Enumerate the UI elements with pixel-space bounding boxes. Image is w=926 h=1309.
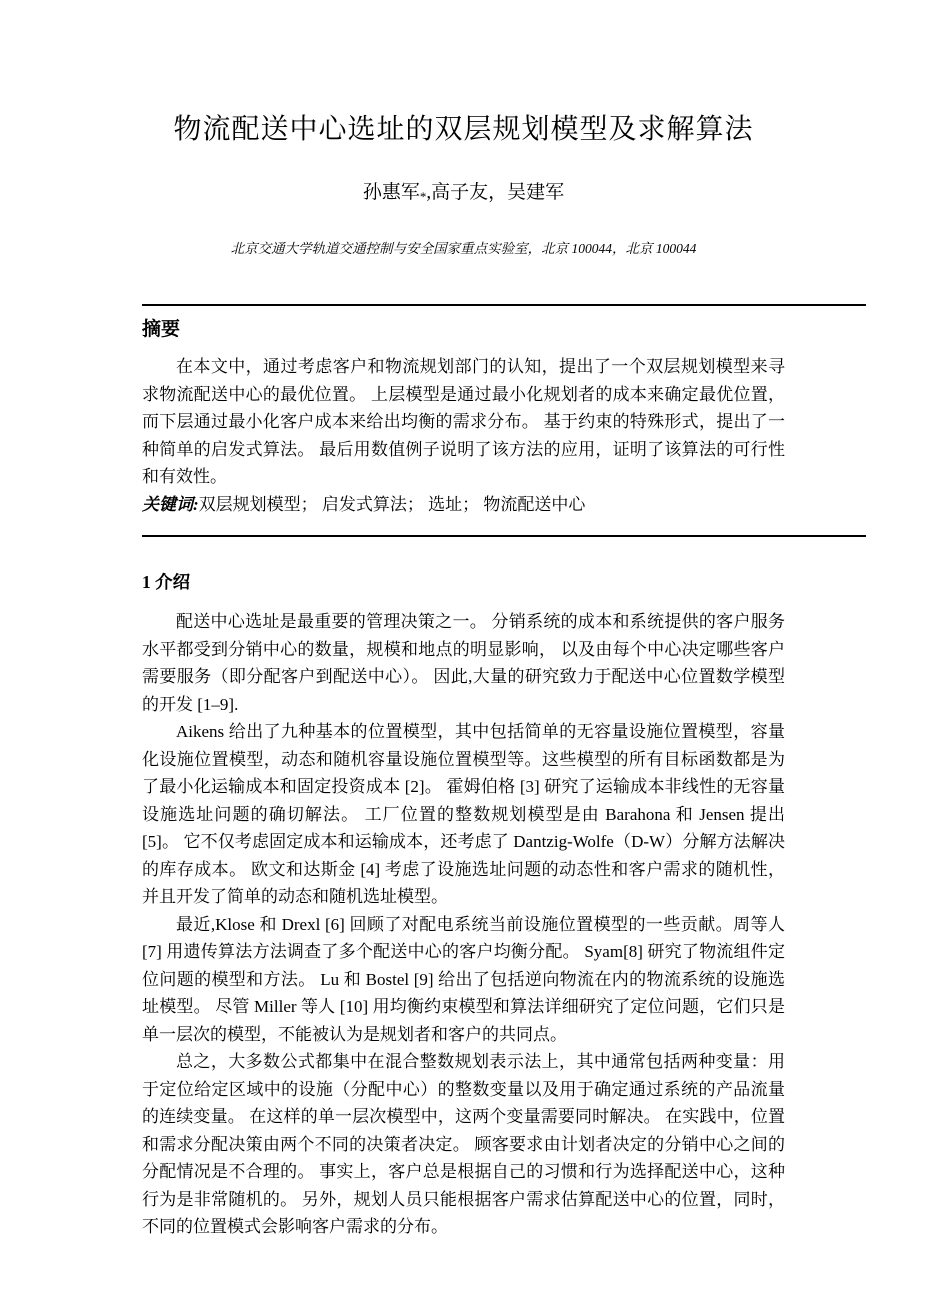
abstract-bottom-rule [142,535,866,537]
author-lead-name: 孙惠军 [362,182,420,203]
keywords-label: 关键词: [142,494,199,514]
abstract-paragraph: 在本文中，通过考虑客户和物流规划部门的认知，提出了一个双层规划模型来寻求物流配送中心的最优位置。 上层模型是通过最小化规划者的成本来确定最优位置，而下层通过最小化客户成本来给出均衡的需求分布。 基于约束的特殊形式，提出了一种简单的启发式算法。 最后用数值例子说明了该方法的应用，证明了该算法的可行性和有效性。 [142,357,785,486]
authors-line [142,180,785,210]
intro-paragraph-2: Aikens 给出了九种基本的位置模型，其中包括简单的无容量设施位置模型，容量化设施位置模型，动态和随机容量设施位置模型等。这些模型的所有目标函数都是为了最小化运输成本和固定投资成本 [2]。 霍姆伯格 [3] 研究了运输成本非线性的无容量设施选址问题的确切解法。 工厂位置的整数规划模型是由 Barahona 和 Jensen 提出 [5]。 它不仅考虑固定成本和运输成本，还考虑了 Dantzig-Wolfe（D-W）分解方法解决的库存成本。 欧文和达斯金 [4] 考虑了设施选址问题的动态性和客户需求的随机性，并且开发了简单的动态和随机选址模型。 [142,722,785,906]
keywords-line [142,491,785,519]
author-footnote-asterisk: * [419,189,427,204]
intro-paragraph-4: 总之，大多数公式都集中在混合整数规划表示法上，其中通常包括两种变量：用于定位给定区域中的设施（分配中心）的整数变量以及用于确定通过系统的产品流量的连续变量。 在这样的单一层次模型中，这两个变量需要同时解决。 在实践中，位置和需求分配决策由两个不同的决策者决定。 顾客要求由计划者决定的分销中心之间的分配情况是不合理的。 事实上，客户总是根据自己的习惯和行为选择配送中心，这种行为是非常随机的。 另外，规划人员只能根据客户需求估算配送中心的位置，同时，不同的位置模式会影响客户需求的分布。 [142,1052,785,1236]
abstract-top-rule [142,304,866,306]
affiliation-line: 北京交通大学轨道交通控制与安全国家重点实验室，北京 100044，北京 100044 [230,241,697,256]
intro-paragraph-1: 配送中心选址是最重要的管理决策之一。 分销系统的成本和系统提供的客户服务水平都受到分销中心的数量，规模和地点的明显影响， 以及由每个中心决定哪些客户需要服务（即分配客户到配送中心）。 因此,大量的研究致力于配送中心位置数学模型的开发 [1–9]. [142,612,785,714]
authors-rest: ,高子友，吴建军 [426,182,565,203]
abstract-heading: 摘要 [142,319,181,340]
paper-title: 物流配送中心选址的双层规划模型及求解算法 [173,114,754,145]
intro-paragraph-3: 最近,Klose 和 Drexl [6] 回顾了对配电系统当前设施位置模型的一些贡献。周等人 [7] 用遗传算法方法调查了多个配送中心的客户均衡分配。 Syam[8] 研究了物流组件定位问题的模型和方法。 Lu 和 Bostel [9] 给出了包括逆向物流在内的物流系统的设施选址模型。 尽管 Miller 等人 [10] 用均衡约束模型和算法详细研究了定位问题，它们只是单一层次的模型，不能被认为是规划者和客户的共同点。 [142,914,785,1044]
keywords-text: 双层规划模型； 启发式算法； 选址； 物流配送中心 [198,494,586,514]
section-heading-introduction: 1 介绍 [142,572,191,592]
